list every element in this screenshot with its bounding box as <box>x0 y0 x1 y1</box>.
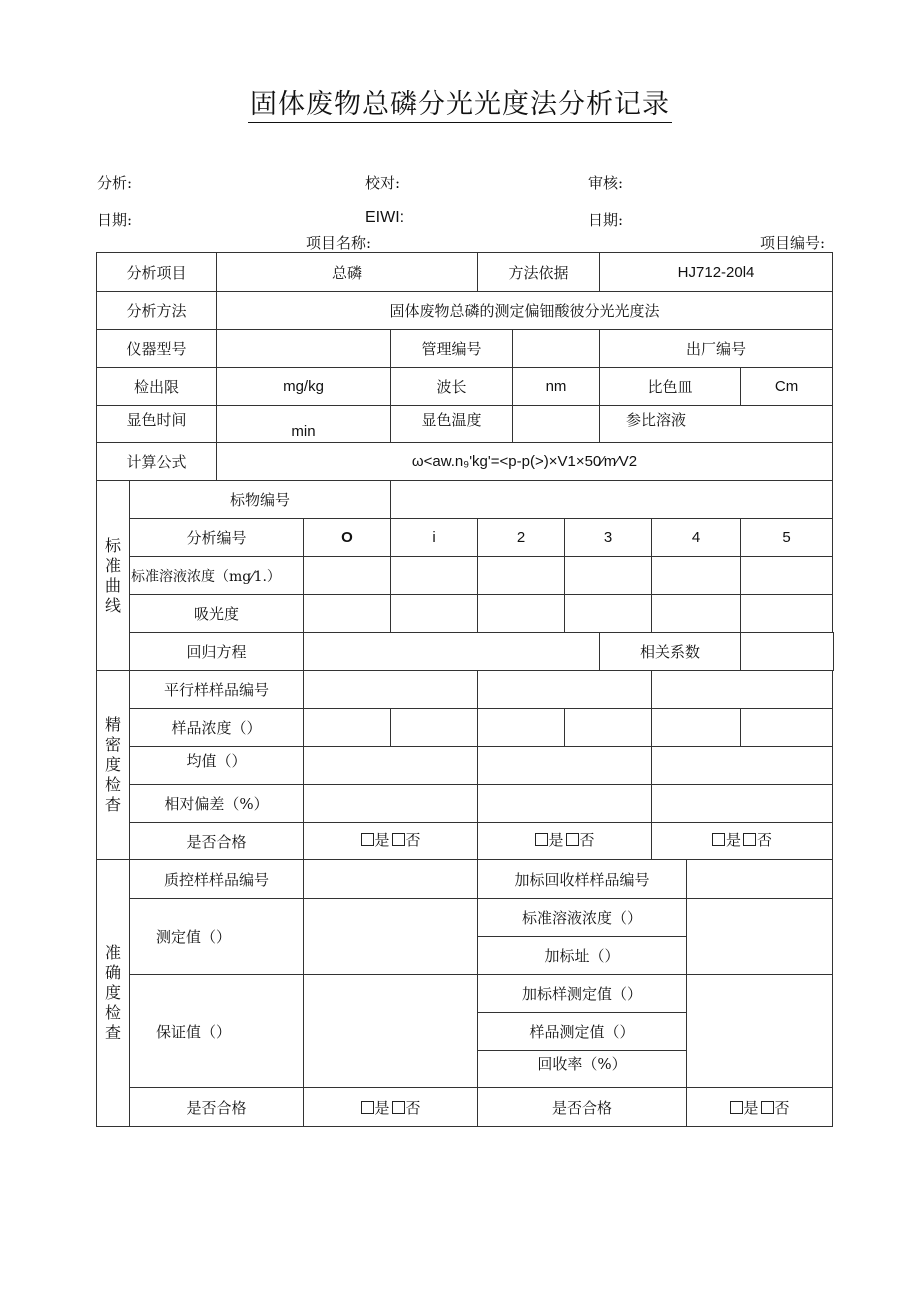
accuracy-section-label: 准 确 度 检 查 <box>97 860 130 1127</box>
yes-checkbox[interactable] <box>712 833 725 846</box>
std-no-cell[interactable] <box>391 481 833 519</box>
analysis-no-0: O <box>304 519 391 557</box>
qc-no-label: 质控样样品编号 <box>130 860 304 899</box>
correlation-cell[interactable] <box>741 633 834 671</box>
precision-pass-label: 是否合格 <box>130 823 304 860</box>
sample-conc-label: 样品浓度（） <box>130 709 304 747</box>
std-conc-1[interactable] <box>391 557 478 595</box>
std-conc-3[interactable] <box>565 557 652 595</box>
qc-no-cell[interactable] <box>304 860 478 899</box>
measured-cell[interactable] <box>304 899 478 975</box>
analyst-label: 分析: <box>97 174 133 192</box>
checker-label: 校对: <box>365 174 401 192</box>
accuracy-pass-b[interactable] <box>687 1088 833 1127</box>
analysis-no-3: 3 <box>565 519 652 557</box>
date-label-1: 日期: <box>97 211 133 229</box>
sample-conc-0[interactable] <box>304 709 391 747</box>
regression-cell[interactable] <box>304 633 600 671</box>
no-checkbox[interactable] <box>566 833 579 846</box>
instrument-model-cell[interactable] <box>217 330 391 368</box>
yes-label: 是 <box>548 831 564 849</box>
date-label-2: EIWI: <box>365 209 405 226</box>
absorbance-4[interactable] <box>652 595 741 633</box>
color-temp-cell[interactable] <box>513 406 600 443</box>
date-label-3: 日期: <box>588 211 624 229</box>
precision-pass-c[interactable] <box>652 823 833 860</box>
parallel-no-a[interactable] <box>304 671 478 709</box>
absorbance-1[interactable] <box>391 595 478 633</box>
detection-limit-unit[interactable]: mg/kg <box>217 368 391 406</box>
absorbance-label: 吸光度 <box>130 595 304 633</box>
precision-pass-a[interactable] <box>304 823 478 860</box>
method-basis-value[interactable]: HJ712-20l4 <box>600 253 833 292</box>
rel-dev-label: 相对偏差（%） <box>130 785 304 823</box>
no-label: 否 <box>757 831 773 849</box>
absorbance-0[interactable] <box>304 595 391 633</box>
precision-pass-b[interactable] <box>478 823 652 860</box>
absorbance-3[interactable] <box>565 595 652 633</box>
std-curve-section-label: 标 准 曲 线 <box>97 481 130 671</box>
analysis-method-value[interactable]: 固体废物总磷的测定偏钿酸彼分光光度法 <box>217 292 833 330</box>
accuracy-pass-label-1: 是否合格 <box>130 1088 304 1127</box>
formula-label: 计算公式 <box>97 443 217 481</box>
no-checkbox[interactable] <box>743 833 756 846</box>
std-conc-5[interactable] <box>741 557 833 595</box>
no-label: 否 <box>579 831 595 849</box>
precision-section-label: 精 密 度 检 杳 <box>97 671 130 860</box>
accuracy-pass-a[interactable] <box>304 1088 478 1127</box>
std-conc-label: 标准溶液浓度（mg⁄1.） <box>130 557 304 595</box>
spike-amount-label: 加标址（） <box>478 937 687 975</box>
yes-label: 是 <box>374 1098 390 1117</box>
parallel-no-label: 平行样样品编号 <box>130 671 304 709</box>
no-checkbox[interactable] <box>392 833 405 846</box>
analysis-item-label: 分析项目 <box>97 253 217 292</box>
sample-conc-2[interactable] <box>478 709 565 747</box>
yes-label: 是 <box>726 831 742 849</box>
yes-checkbox[interactable] <box>535 833 548 846</box>
yes-checkbox[interactable] <box>361 833 374 846</box>
mean-a[interactable] <box>304 747 478 785</box>
parallel-no-c[interactable] <box>652 671 833 709</box>
cuvette-label: 比色皿 <box>600 368 741 406</box>
rel-dev-b[interactable] <box>478 785 652 823</box>
rel-dev-c[interactable] <box>652 785 833 823</box>
mean-c[interactable] <box>652 747 833 785</box>
no-label: 否 <box>774 1098 790 1117</box>
page-title: 固体废物总磷分光光度法分析记录 <box>0 82 920 121</box>
wavelength-unit[interactable]: nm <box>513 368 600 406</box>
std-conc-4[interactable] <box>652 557 741 595</box>
recovery-label: 回收率（%） <box>478 1051 687 1088</box>
std-conc-2[interactable] <box>478 557 565 595</box>
reference-solution-label: 参比溶液 <box>600 406 833 443</box>
measured-label: 测定值（） <box>130 899 304 975</box>
certified-label: 保证值（） <box>130 975 304 1088</box>
rel-dev-a[interactable] <box>304 785 478 823</box>
analysis-no-5: 5 <box>741 519 833 557</box>
reviewer-label: 审核: <box>588 174 624 192</box>
yes-checkbox[interactable] <box>361 1101 374 1114</box>
std-solution-conc-label: 标准溶液浓度（） <box>478 899 687 937</box>
project-name-label: 项目名称: <box>306 234 372 252</box>
analysis-record-table <box>96 252 834 1127</box>
analysis-no-label: 分析编号 <box>130 519 304 557</box>
correlation-label: 相关系数 <box>600 633 741 671</box>
color-time-label: 显色时间 <box>97 406 217 443</box>
color-temp-label: 显色温度 <box>391 406 513 443</box>
no-label: 否 <box>405 1098 421 1117</box>
management-no-cell[interactable] <box>513 330 600 368</box>
detection-limit-label: 检出限 <box>97 368 217 406</box>
no-checkbox[interactable] <box>761 1101 774 1114</box>
instrument-model-label: 仪器型号 <box>97 330 217 368</box>
spike-no-cell[interactable] <box>687 860 833 899</box>
certified-cell[interactable] <box>304 975 478 1088</box>
sample-conc-1[interactable] <box>391 709 478 747</box>
analysis-no-4: 4 <box>652 519 741 557</box>
spike-no-label: 加标回收样样品编号 <box>478 860 687 899</box>
absorbance-5[interactable] <box>741 595 833 633</box>
mean-label: 均值（） <box>130 747 304 785</box>
accuracy-pass-label-2: 是否合格 <box>478 1088 687 1127</box>
formula-value: ω<aw.n₉'kg'=<p-p(>)×V1×50⁄m⁄V2 <box>217 443 833 481</box>
parallel-no-b[interactable] <box>478 671 652 709</box>
yes-label: 是 <box>743 1098 759 1117</box>
spiked-measured-label: 加标样测定值（） <box>478 975 687 1013</box>
color-time-unit[interactable]: min <box>217 406 391 443</box>
analysis-no-2: 2 <box>478 519 565 557</box>
cuvette-unit[interactable]: Cm <box>741 368 833 406</box>
std-conc-0[interactable] <box>304 557 391 595</box>
recovery-cell[interactable] <box>687 975 833 1088</box>
wavelength-label: 波长 <box>391 368 513 406</box>
mean-b[interactable] <box>478 747 652 785</box>
factory-no-label: 出厂编号 <box>600 330 833 368</box>
analysis-item-value[interactable]: 总磷 <box>217 253 478 292</box>
spike-info-cell[interactable] <box>687 899 833 975</box>
project-no-label: 项目编号: <box>760 234 826 252</box>
no-label: 否 <box>405 831 421 849</box>
management-no-label: 管理编号 <box>391 330 513 368</box>
yes-label: 是 <box>374 831 390 849</box>
no-checkbox[interactable] <box>392 1101 405 1114</box>
sample-measured-label: 样品测定值（） <box>478 1013 687 1051</box>
std-no-label: 标物编号 <box>130 481 391 519</box>
analysis-no-1: i <box>391 519 478 557</box>
method-basis-label: 方法依据 <box>478 253 600 292</box>
sample-conc-3[interactable] <box>565 709 652 747</box>
analysis-method-label: 分析方法 <box>97 292 217 330</box>
sample-conc-5[interactable] <box>741 709 833 747</box>
absorbance-2[interactable] <box>478 595 565 633</box>
regression-label: 回归方程 <box>130 633 304 671</box>
sample-conc-4[interactable] <box>652 709 741 747</box>
yes-checkbox[interactable] <box>730 1101 743 1114</box>
